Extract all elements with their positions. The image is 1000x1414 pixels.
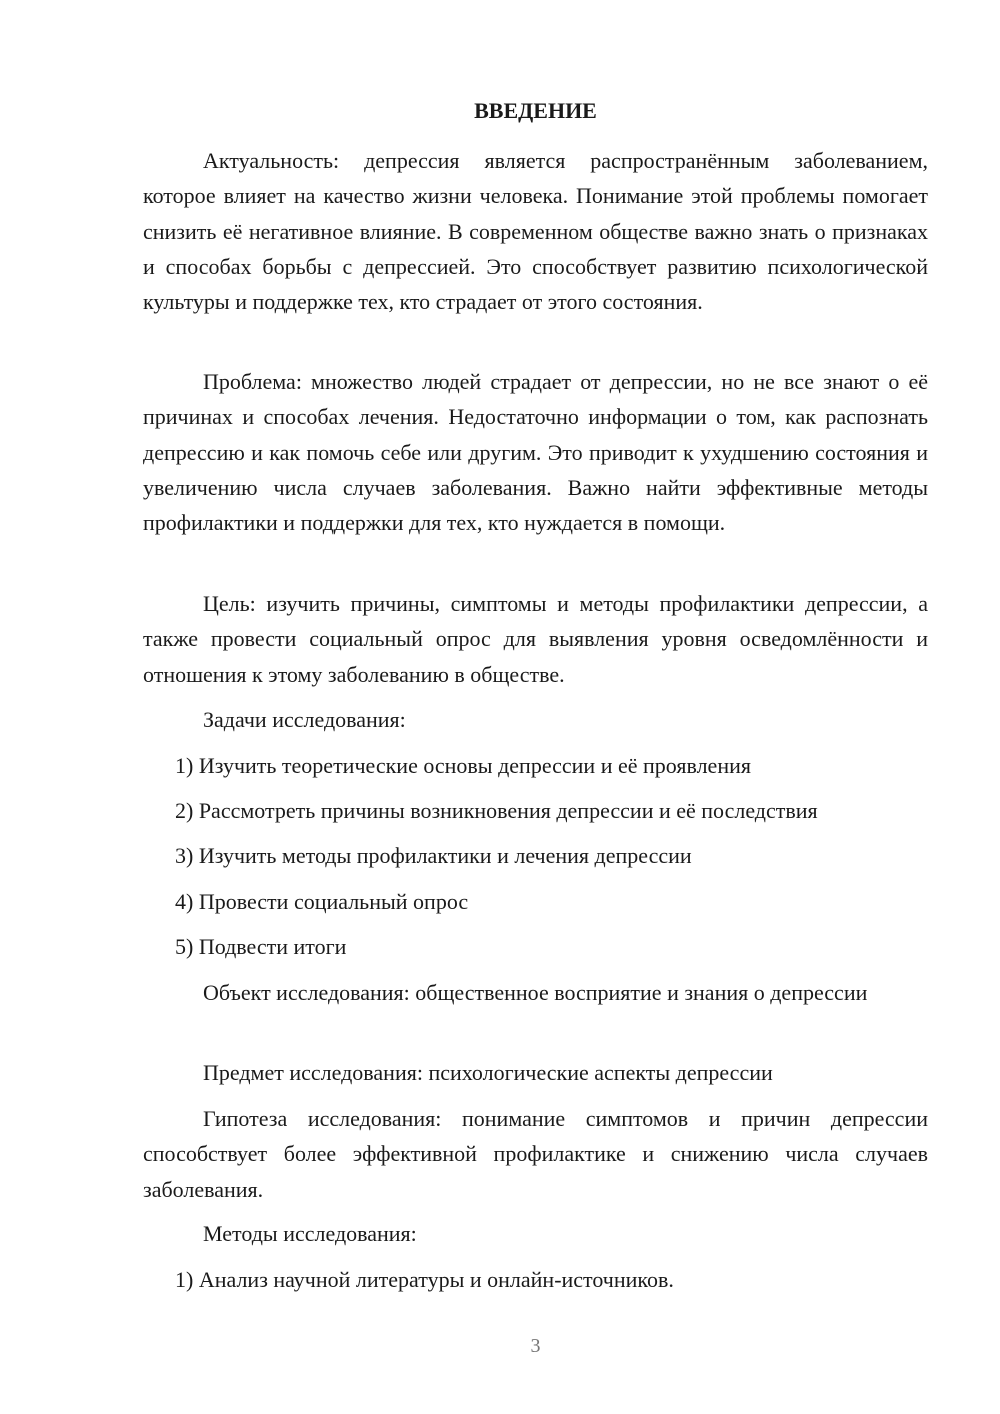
page-number: 3 bbox=[530, 1335, 541, 1357]
task-item-5: 5) Подвести итоги bbox=[175, 934, 347, 959]
paragraph-goal: Цель: изучить причины, симптомы и методы профилактики депрессии, а также провести социальный опрос для выявления уровня осведомлённости и отношения к этому заболеванию в обществе. bbox=[143, 591, 928, 687]
methods-heading: Методы исследования: bbox=[203, 1221, 417, 1246]
section-title: ВВЕДЕНИЕ bbox=[474, 98, 597, 123]
task-item-3: 3) Изучить методы профилактики и лечения депрессии bbox=[175, 843, 692, 868]
paragraph-object: Объект исследования: общественное восприятие и знания о депрессии bbox=[203, 980, 868, 1005]
task-item-1: 1) Изучить теоретические основы депрессии и её проявления bbox=[175, 753, 751, 778]
tasks-heading: Задачи исследования: bbox=[203, 707, 406, 732]
task-item-2: 2) Рассмотреть причины возникновения депрессии и её последствия bbox=[175, 798, 818, 823]
paragraph-hypothesis: Гипотеза исследования: понимание симптомов и причин депрессии способствует более эффективной профилактике и снижению числа случаев заболевания. bbox=[143, 1106, 928, 1202]
method-item-1: 1) Анализ научной литературы и онлайн-источников. bbox=[175, 1267, 674, 1292]
paragraph-problem: Проблема: множество людей страдает от депрессии, но не все знают о её причинах и способах лечения. Недостаточно информации о том, как распознать депрессию и как помочь себе или другим. Это приводит к ухудшению состояния и увеличению числа случаев заболевания. Важно найти эффективные методы профилактики и поддержки для тех, кто нуждается в помощи. bbox=[143, 369, 928, 536]
paragraph-relevance: Актуальность: депрессия является распространённым заболеванием, которое влияет на качество жизни человека. Понимание этой проблемы помогает снизить её негативное влияние. В современном обществе важно знать о признаках и способах борьбы с депрессией. Это способствует развитию психологической культуры и поддержке тех, кто страдает от этого состояния. bbox=[143, 148, 928, 315]
task-item-4: 4) Провести социальный опрос bbox=[175, 889, 469, 914]
paragraph-subject: Предмет исследования: психологические аспекты депрессии bbox=[203, 1060, 773, 1085]
